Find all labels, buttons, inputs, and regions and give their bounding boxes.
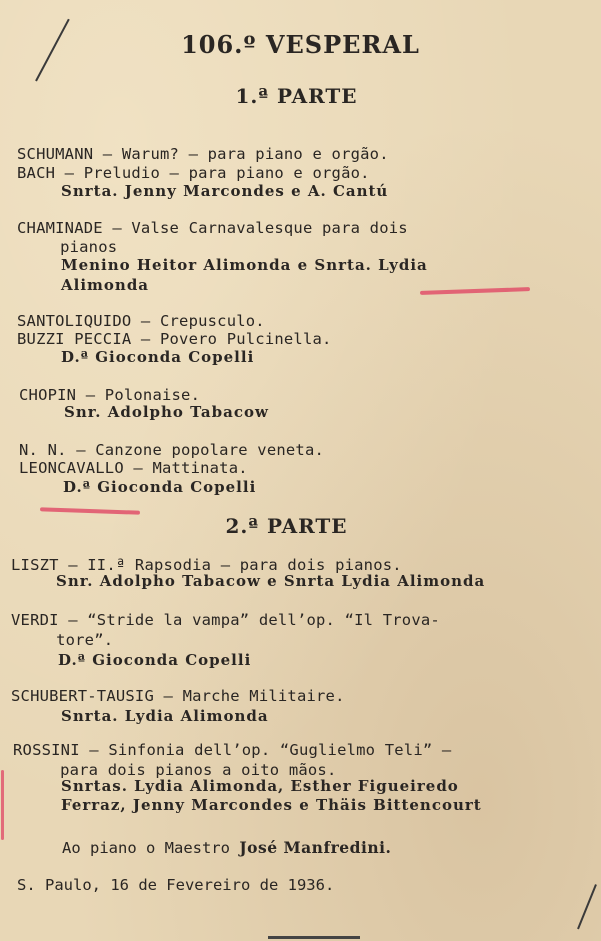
piece-line: CHOPIN — Polonaise. — [19, 386, 201, 404]
red-pencil-mark — [420, 287, 530, 295]
performer-line: Alimonda — [61, 276, 150, 294]
performer-line: D.ª Gioconda Copelli — [61, 348, 255, 366]
accompanist-prefix: Ao piano o Maestro — [62, 839, 240, 857]
piece-line: SCHUMANN — Warum? — para piano e orgão. — [17, 145, 389, 163]
accompanist-line — [62, 838, 391, 857]
performer-line: D.ª Gioconda Copelli — [58, 651, 252, 669]
pen-stroke-mark — [577, 884, 597, 929]
piece-line: pianos — [41, 238, 118, 256]
piece-line: BUZZI PECCIA — Povero Pulcinella. — [17, 330, 332, 348]
piece-line: ROSSINI — Sinfonia dell’op. “Guglielmo Teli” — — [13, 741, 452, 759]
dateline: S. Paulo, 16 de Fevereiro de 1936. — [17, 876, 335, 894]
part-heading: 1.ª PARTE — [235, 84, 358, 108]
red-pencil-mark — [1, 770, 4, 840]
performer-line: Snr. Adolpho Tabacow — [64, 403, 269, 421]
piece-line: N. N. — Canzone popolare veneta. — [19, 441, 325, 459]
performer-line: Menino Heitor Alimonda e Snrta. Lydia — [61, 256, 428, 274]
piece-line: BACH — Preludio — para piano e orgão. — [17, 164, 370, 182]
piece-line: SCHUBERT-TAUSIG — Marche Militaire. — [11, 687, 345, 705]
piece-line: VERDI — “Stride la vampa” dell’op. “Il Trova- — [11, 611, 440, 629]
piece-line: tore”. — [37, 631, 114, 649]
performer-line: Snr. Adolpho Tabacow e Snrta Lydia Alimonda — [56, 572, 486, 590]
piece-line: SANTOLIQUIDO — Crepusculo. — [17, 312, 265, 330]
piece-line: LISZT — II.ª Rapsodia — para dois pianos. — [11, 556, 402, 574]
performer-line: Ferraz, Jenny Marcondes e Thäis Bittencourt — [61, 796, 482, 814]
divider — [268, 936, 360, 939]
program-title: 106.º VESPERAL — [181, 30, 420, 59]
accompanist-name: José Manfredini. — [239, 838, 392, 857]
performer-line: Snrtas. Lydia Alimonda, Esther Figueiredo — [61, 777, 459, 795]
performer-line: Snrta. Lydia Alimonda — [61, 707, 269, 725]
part-heading: 2.ª PARTE — [225, 514, 348, 538]
piece-line: para dois pianos a oito mãos. — [41, 761, 337, 779]
piece-line: CHAMINADE — Valse Carnavalesque para dois — [17, 219, 408, 237]
performer-line: D.ª Gioconda Copelli — [63, 478, 257, 496]
performer-line: Snrta. Jenny Marcondes e A. Cantú — [61, 182, 389, 200]
piece-line: LEONCAVALLO — Mattinata. — [19, 459, 248, 477]
